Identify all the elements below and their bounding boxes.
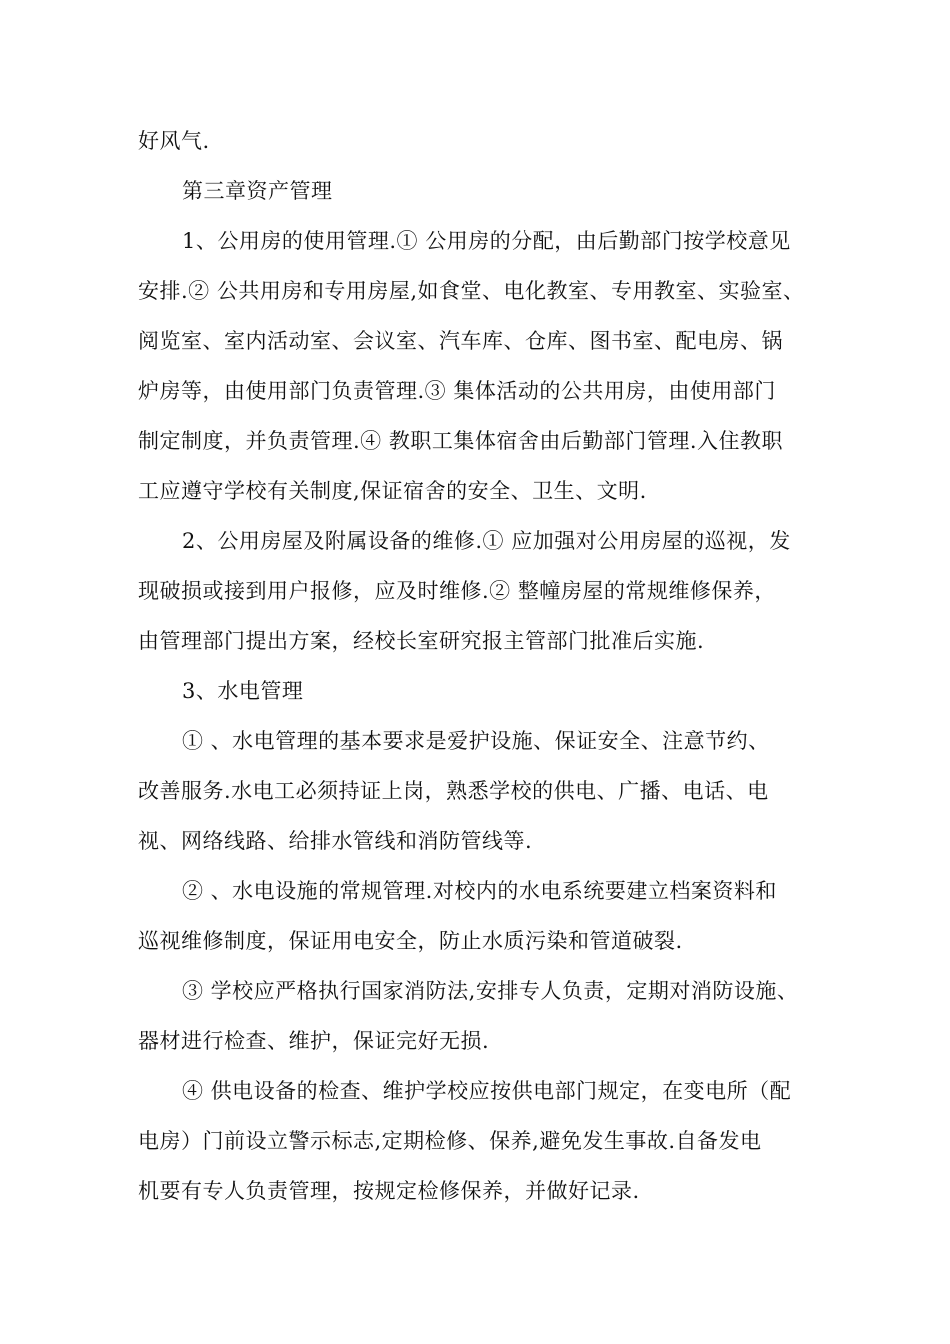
text-line: ④ 供电设备的检查、维护学校应按供电部门规定，在变电所（配 — [182, 1079, 792, 1103]
text-line: 安排.② 公共用房和专用房屋,如食堂、电化教室、专用教室、实验室、 — [138, 279, 805, 303]
chapter-heading: 第三章资产管理 — [182, 179, 333, 203]
text-line: 由管理部门提出方案，经校长室研究报主管部门批准后实施. — [138, 629, 705, 653]
text-line: 现破损或接到用户报修，应及时维修.② 整幢房屋的常规维修保养， — [138, 579, 776, 603]
text-line: 好风气. — [138, 129, 210, 153]
text-line: 改善服务.水电工必须持证上岗，熟悉学校的供电、广播、电话、电 — [138, 779, 769, 803]
text-line: 巡视维修制度，保证用电安全，防止水质污染和管道破裂. — [138, 929, 683, 953]
text-line: 视、网络线路、给排水管线和消防管线等. — [138, 829, 533, 853]
text-line: 炉房等，由使用部门负责管理.③ 集体活动的公共用房，由使用部门 — [138, 379, 776, 403]
text-line: ② 、水电设施的常规管理.对校内的水电系统要建立档案资料和 — [182, 879, 777, 903]
text-line: 机要有专人负责管理，按规定检修保养，并做好记录. — [138, 1179, 640, 1203]
text-line: ③ 学校应严格执行国家消防法,安排专人负责，定期对消防设施、 — [182, 979, 799, 1003]
text-line: 器材进行检查、维护，保证完好无损. — [138, 1029, 490, 1053]
text-line: 1、公用房的使用管理.① 公用房的分配，由后勤部门按学校意见 — [182, 229, 791, 253]
section-heading: 3、水电管理 — [182, 679, 304, 703]
text-line: 阅览室、室内活动室、会议室、汽车库、仓库、图书室、配电房、锅 — [138, 329, 783, 353]
text-line: ① 、水电管理的基本要求是爱护设施、保证安全、注意节约、 — [182, 729, 770, 753]
text-line: 制定制度，并负责管理.④ 教职工集体宿舍由后勤部门管理.入住教职 — [138, 429, 784, 453]
text-line: 工应遵守学校有关制度,保证宿舍的安全、卫生、文明. — [138, 479, 647, 503]
text-line: 2、公用房屋及附属设备的维修.① 应加强对公用房屋的巡视，发 — [182, 529, 791, 553]
text-line: 电房）门前设立警示标志,定期检修、保养,避免发生事故.自备发电 — [138, 1129, 762, 1153]
